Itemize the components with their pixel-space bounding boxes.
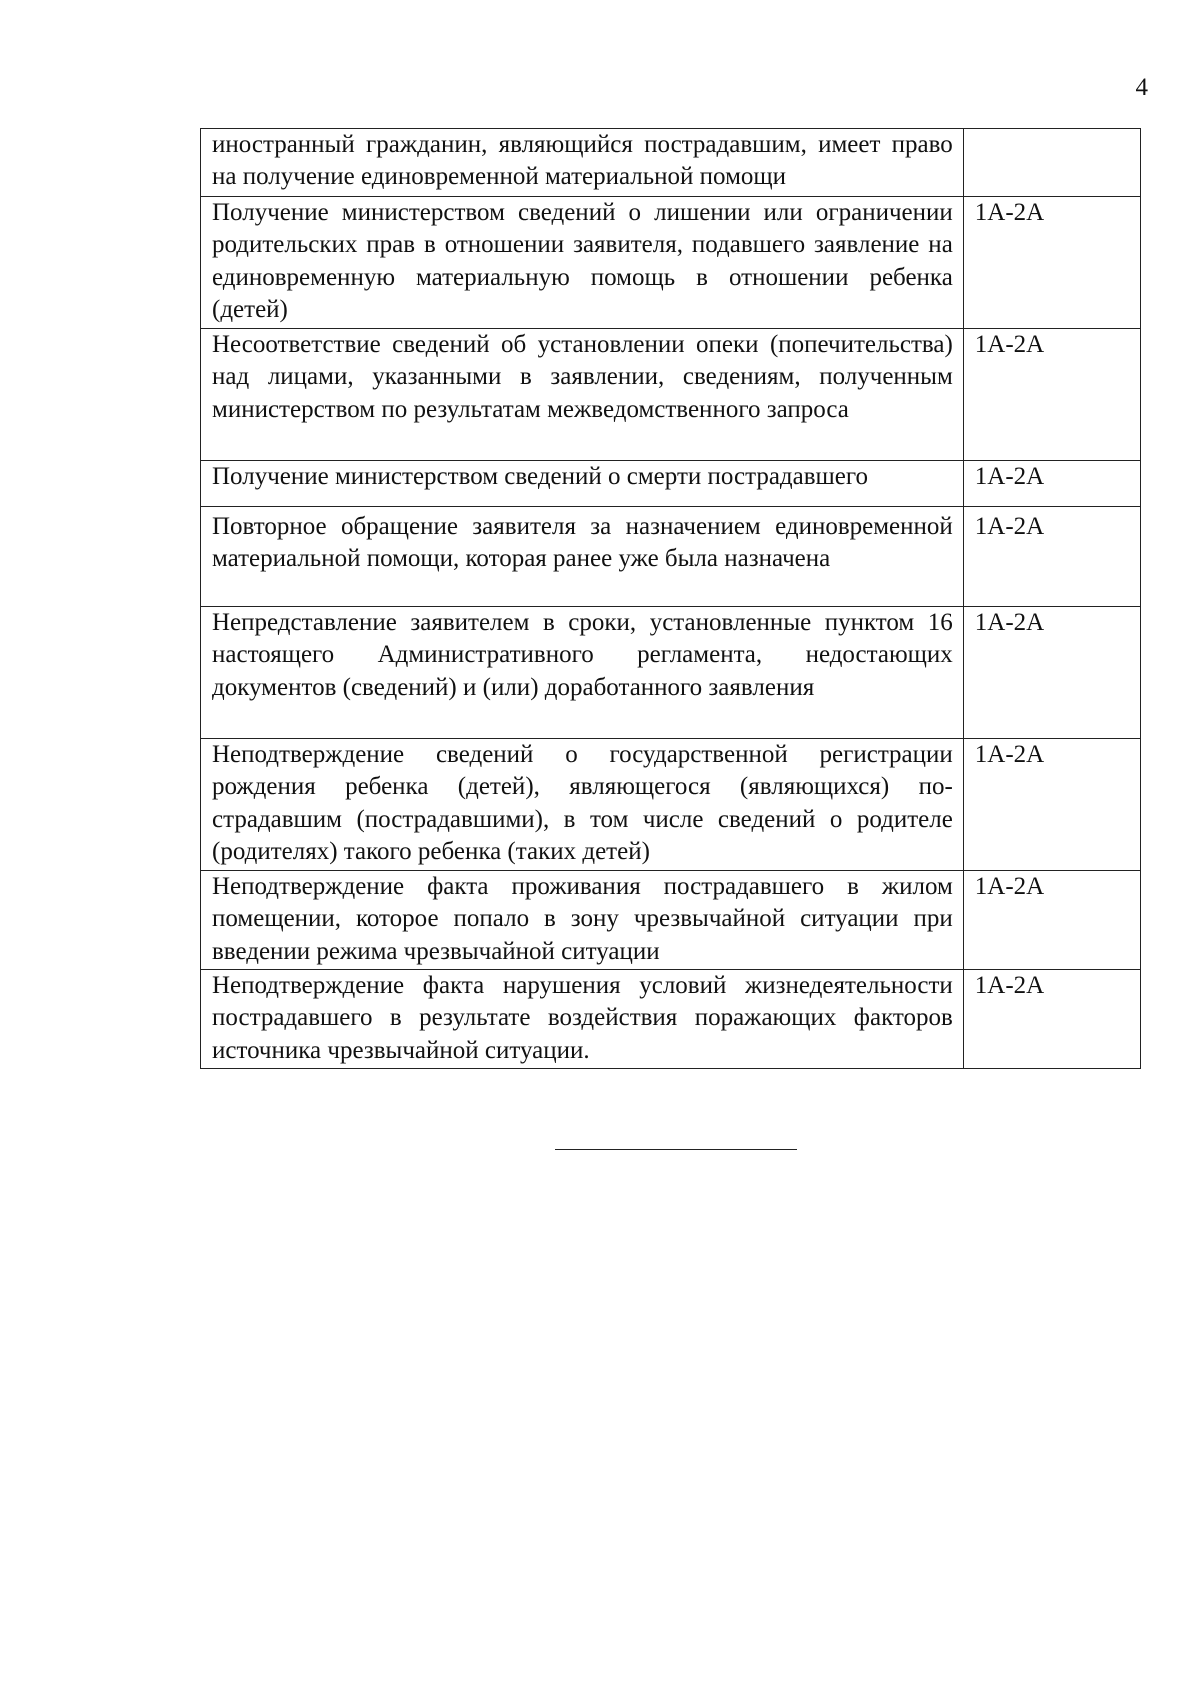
reason-cell: Получение министерством сведений о лишении или ограничении родительских прав в отношении заявителя, подавшего заявление на единовременную материальную помощь в отношении ребенка (детей) (201, 197, 964, 329)
refusal-grounds-table (200, 128, 1141, 1069)
reason-cell: Повторное обращение заявителя за назначением единовременной материальной помощи, которая ранее уже была назначена (201, 507, 964, 607)
code-cell: 1А-2А (963, 871, 1140, 970)
reason-cell: Неподтверждение сведений о государственной регистрации рождения ребенка (детей), являющегося (являющихся) пострадавшим (пострадавшими), в том числе сведений о родителе (родителях) такого ребенка (таких детей) (201, 739, 964, 871)
table-row (201, 607, 1141, 739)
table-row (201, 129, 1141, 197)
table-row (201, 871, 1141, 970)
page-number: 4 (1135, 74, 1148, 101)
code-cell (963, 129, 1140, 197)
code-cell: 1А-2А (963, 461, 1140, 507)
table-row (201, 197, 1141, 329)
table-row (201, 507, 1141, 607)
reason-cell: иностранный гражданин, являющийся пострадавшим, имеет право на получение единовременной материальной помощи (201, 129, 964, 197)
table-row (201, 461, 1141, 507)
reason-cell: Получение министерством сведений о смерти пострадавшего (201, 461, 964, 507)
end-separator-line (555, 1149, 797, 1150)
reason-cell: Неподтверждение факта нарушения условий жизнедеятельности пострадавшего в результате воздействия поражающих факторов источника чрезвычайной ситуации. (201, 970, 964, 1069)
reason-cell: Непредставление заявителем в сроки, установленные пунктом 16 настоящего Административного регламента, недостающих документов (сведений) и (или) доработанного заявления (201, 607, 964, 739)
code-cell: 1А-2А (963, 607, 1140, 739)
reason-cell: Несоответствие сведений об установлении опеки (попечительства) над лицами, указанными в заявлении, сведениям, полученным министерством по результатам межведомственного запроса (201, 329, 964, 461)
code-cell: 1А-2А (963, 197, 1140, 329)
code-cell: 1А-2А (963, 970, 1140, 1069)
table-row (201, 970, 1141, 1069)
code-cell: 1А-2А (963, 739, 1140, 871)
reason-cell: Неподтверждение факта проживания пострадавшего в жилом помещении, которое попало в зону чрезвычайной ситуации при введении режима чрезвычайной ситуации (201, 871, 964, 970)
table-row (201, 329, 1141, 461)
code-cell: 1А-2А (963, 329, 1140, 461)
code-cell: 1А-2А (963, 507, 1140, 607)
table-row (201, 739, 1141, 871)
